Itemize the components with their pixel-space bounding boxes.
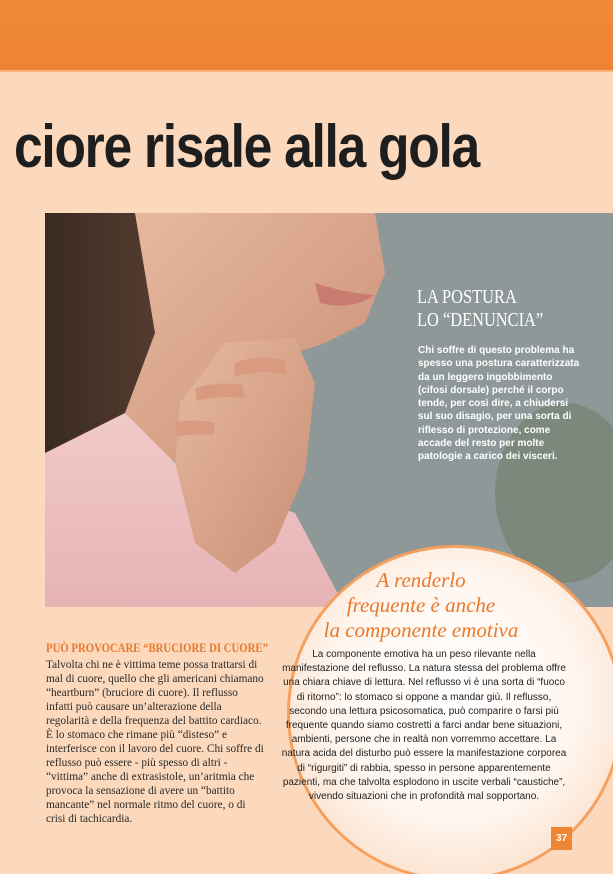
top-orange-band bbox=[0, 0, 613, 70]
pullquote bbox=[296, 568, 546, 643]
page-number: 37 bbox=[551, 827, 572, 850]
left-column-heading: PUÒ PROVOCARE “BRUCIORE DI CUORE” bbox=[46, 641, 268, 655]
pullquote-line1: A renderlo bbox=[376, 568, 466, 592]
pullquote-line3: la componente emotiva bbox=[323, 618, 519, 642]
left-column-text: Talvolta chi ne è vittima teme possa trattarsi di mal di cuore, quello che gli americani chiamano “heartburn” (bruciore di cuore). Il reflusso infatti può causare un’alterazione della regolarità e della frequenza del battito cardiaco. È lo stomaco che rimane più “disteso” e interferisce con il lavoro del cuore. Chi soffre di reflusso può essere - più spesso di altri - “vittima” anche di extrasistole, un’aritmia che provoca la sensazione di avere un “battito mancante” nel normale ritmo del cuore, o di crisi di tachicardia. bbox=[46, 659, 264, 825]
sidebar-title-line2: LO “DENUNCIA” bbox=[417, 309, 544, 331]
article-headline: ciore risale alla gola bbox=[14, 113, 479, 180]
sidebar-text: Chi soffre di questo problema ha spesso una postura caratterizzata da un leggero ingobbimento (cifosi dorsale) perché il corpo tende, per così dire, a chiudersi sul suo disagio, per una sorta di riflesso di protezione, come accade del resto per molte patologie a carico dei visceri. bbox=[418, 345, 580, 463]
top-divider bbox=[0, 70, 613, 72]
circle-body-text: La componente emotiva ha un peso rilevante nella manifestazione del reflusso. La natura stessa del problema offre una chiara chiave di lettura. Nel reflusso vi è una sorta di “fuoco di ritorno”: lo stomaco si oppone a mandar giù. Il reflusso, secondo una lettura psicosomatica, può comparire o farsi più frequente quando siamo costretti a farci andar bene situazioni, ambienti, persone che in realtà non vorremmo accettare. La natura acida del disturbo può essere la manifestazione corporea di “rigurgiti” di rabbia, spesso in persone apparentemente pazienti, ma che talvolta esplodono in uscite verbali “caustiche”, vivendo situazioni che in profondità mal sopportano. bbox=[281, 649, 567, 803]
sidebar-title-line1: LA POSTURA bbox=[417, 286, 517, 308]
pullquote-line2: frequente è anche bbox=[346, 593, 496, 617]
sidebar-title bbox=[417, 286, 565, 332]
